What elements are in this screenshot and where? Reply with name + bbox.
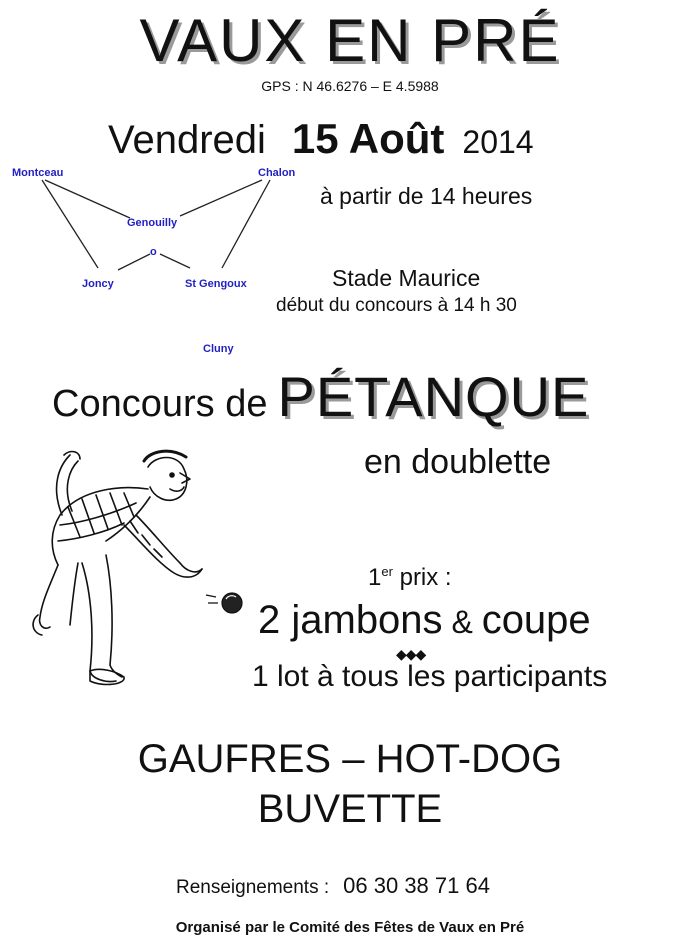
contact-info: [176, 873, 490, 899]
town-montceau: Montceau: [12, 167, 64, 179]
road-marker-stgengoux: [160, 254, 190, 268]
village-marker: o: [150, 246, 157, 258]
weekday: Vendredi: [108, 118, 266, 162]
year: 2014: [462, 124, 534, 160]
headline-prefix: Concours de: [52, 383, 268, 425]
town-cluny: Cluny: [203, 343, 234, 355]
start-time: à partir de 14 heures: [320, 183, 533, 209]
food-offer-line: GAUFRES – HOT-DOG: [137, 737, 563, 781]
road-montceau-genouilly: [45, 180, 130, 218]
bar-offer-line: BUVETTE: [257, 787, 443, 831]
contact-phone: 06 30 38 71 64: [343, 873, 490, 898]
poster-title: VAUX EN PRÉ: [139, 7, 561, 74]
prize-rank-number: 1: [368, 564, 382, 591]
road-montceau-joncy: [42, 180, 98, 268]
road-genouilly-chalon: [180, 180, 262, 216]
road-joncy-marker: [118, 254, 150, 270]
organizer-credit: Organisé par le Comité des Fêtes de Vaux en Pré: [175, 919, 525, 936]
venue-name: Stade Maurice: [332, 265, 481, 291]
participants-prize: 1 lot à tous les participants: [252, 660, 608, 693]
prize-rank-word: prix :: [392, 564, 452, 591]
first-prize: [258, 598, 591, 643]
prize-rank-suffix: er: [381, 564, 393, 579]
petanque-player-illustration: [20, 445, 250, 695]
team-format: en doublette: [364, 443, 552, 481]
town-chalon: Chalon: [258, 167, 296, 179]
town-genouilly: Genouilly: [127, 217, 178, 229]
prize-connector: &: [442, 604, 482, 640]
day-month: 15 Août: [291, 115, 445, 162]
town-joncy: Joncy: [82, 278, 114, 290]
ornament-dots-icon: ◆◆◆: [396, 646, 426, 662]
headline-petanque: PÉTANQUE: [277, 365, 590, 428]
route-map: [0, 150, 320, 360]
contact-label: Renseignements :: [176, 877, 330, 898]
gps-coordinates: GPS : N 46.6276 – E 4.5988: [261, 78, 439, 94]
headline: [52, 362, 589, 439]
contest-start-time: début du concours à 14 h 30: [276, 295, 517, 316]
prize-main: 2 jambons: [258, 598, 443, 642]
town-st-gengoux: St Gengoux: [185, 278, 247, 290]
road-chalon-stgengoux: [222, 180, 270, 268]
first-prize-label: [368, 564, 452, 592]
prize-extra: coupe: [481, 598, 591, 642]
